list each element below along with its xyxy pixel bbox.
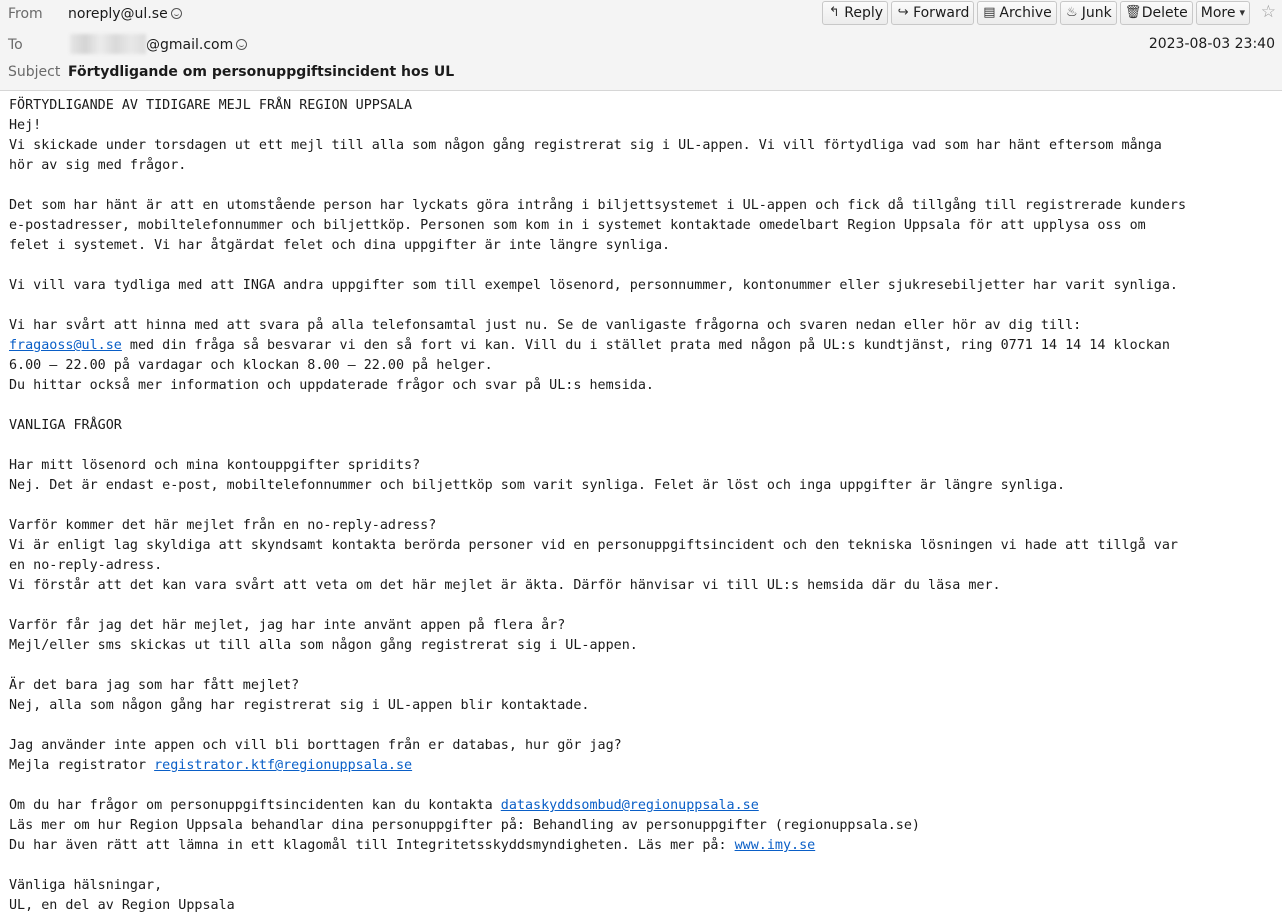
more-button[interactable] — [1196, 1, 1250, 25]
blank-line — [9, 596, 1276, 616]
archive-button[interactable] — [977, 1, 1056, 25]
body-line: Läs mer om hur Region Uppsala behandlar dina personuppgifter på: Behandling av personuppgifter (regionuppsala.se) — [9, 818, 920, 833]
junk-flame-icon: ♨ — [1065, 5, 1078, 20]
archive-label: Archive — [999, 5, 1052, 21]
subject-text: Förtydligande om personuppgiftsincident hos UL — [68, 64, 455, 80]
reply-arrow-icon: ↰ — [828, 5, 840, 20]
signature-greeting: Vänliga hälsningar, — [9, 878, 163, 893]
contact-icon[interactable] — [236, 39, 247, 50]
faq-answer: Nej, alla som någon gång har registrerat sig i UL-appen blir kontaktade. — [9, 698, 590, 713]
faq-question: Varför får jag det här mejlet, jag har inte använt appen på flera år? — [9, 618, 566, 633]
blank-line — [9, 436, 1276, 456]
fragaoss-email-link[interactable]: fragaoss@ul.se — [9, 338, 122, 353]
faq-question: Är det bara jag som har fått mejlet? — [9, 678, 300, 693]
junk-label: Junk — [1081, 5, 1112, 21]
to-address[interactable]: @gmail.com — [146, 37, 234, 53]
subject-row — [8, 62, 454, 82]
body-line — [9, 836, 1276, 856]
dataskyddsombud-email-link[interactable]: dataskyddsombud@regionuppsala.se — [500, 798, 759, 813]
body-text: Du har även rätt att lämna in ett klagomål till Integritetsskyddsmyndigheten. Läs mer på: — [9, 838, 735, 853]
faq-question: Jag använder inte appen och vill bli borttagen från er databas, hur gör jag? — [9, 738, 622, 753]
faq-question: Varför kommer det här mejlet från en no-reply-adress? — [9, 518, 437, 533]
body-line: e-postadresser, mobiltelefonnummer och biljettköp. Personen som kom in i systemet kontaktade omedelbart Region Uppsala för att upplysa oss om — [9, 218, 1146, 233]
blank-line — [9, 396, 1276, 416]
faq-question: Har mitt lösenord och mina kontouppgifter spridits? — [9, 458, 421, 473]
faq-answer: en no-reply-adress. — [9, 558, 163, 573]
body-line: Vi skickade under torsdagen ut ett mejl till alla som någon gång registrerat sig i UL-appen. Vi vill förtydliga vad som har hänt eftersom många — [9, 138, 1162, 153]
message-body — [9, 96, 1276, 916]
body-line: hör av sig med frågor. — [9, 158, 187, 173]
faq-answer: Vi är enligt lag skyldiga att skyndsamt kontakta berörda personer vid en personuppgiftsincident och den tekniska lösningen vi hade att tillgå var — [9, 538, 1178, 553]
body-line: felet i systemet. Vi har åtgärdat felet och dina uppgifter är inte längre synliga. — [9, 238, 671, 253]
message-date: 2023-08-03 23:40 — [1148, 36, 1275, 52]
signature-sender: UL, en del av Region Uppsala — [9, 898, 235, 913]
faq-heading: VANLIGA FRÅGOR — [9, 418, 122, 433]
delete-button[interactable] — [1120, 1, 1193, 25]
faq-answer — [9, 756, 1276, 776]
body-line: Vi vill vara tydliga med att INGA andra uppgifter som till exempel lösenord, personnummer, kontonummer eller sjukresebiljetter har varit synliga. — [9, 278, 1178, 293]
forward-button[interactable] — [891, 1, 974, 25]
body-line: Du hittar också mer information och uppdaterade frågor och svar på UL:s hemsida. — [9, 378, 654, 393]
faq-answer: Nej. Det är endast e-post, mobiltelefonnummer och biljettköp som varit synliga. Felet är löst och inga uppgifter är längre synliga. — [9, 478, 1066, 493]
blank-line — [9, 176, 1276, 196]
reply-button[interactable] — [822, 1, 888, 25]
blank-line — [9, 776, 1276, 796]
body-line: Det som har hänt är att en utomstående person har lyckats göra intrång i biljettsystemet i UL-appen och fick då tillgång till registrerade kunders — [9, 198, 1187, 213]
to-label: To — [8, 37, 23, 53]
blank-line — [9, 296, 1276, 316]
body-line — [9, 796, 1276, 816]
body-line: FÖRTYDLIGANDE AV TIDIGARE MEJL FRÅN REGION UPPSALA — [9, 98, 413, 113]
message-header — [0, 0, 1282, 91]
forward-arrow-icon: ↪ — [897, 5, 909, 20]
delete-label: Delete — [1141, 5, 1188, 21]
blank-line — [9, 716, 1276, 736]
junk-button[interactable] — [1060, 1, 1117, 25]
blank-line — [9, 496, 1276, 516]
faq-answer: Vi förstår att det kan vara svårt att veta om det här mejlet är äkta. Därför hänvisar vi till UL:s hemsida där du läsa mer. — [9, 578, 1001, 593]
contact-icon[interactable] — [171, 8, 182, 19]
registrator-email-link[interactable]: registrator.ktf@regionuppsala.se — [154, 758, 413, 773]
reply-label: Reply — [844, 5, 884, 21]
more-label: More — [1200, 5, 1236, 21]
imy-website-link[interactable]: www.imy.se — [734, 838, 816, 853]
trash-icon: 🗑 — [1124, 5, 1142, 20]
chevron-down-icon: ▾ — [1239, 6, 1245, 19]
star-icon[interactable]: ☆ — [1260, 2, 1276, 22]
body-line: Vi har svårt att hinna med att svara på alla telefonsamtal just nu. Se de vanligaste frågorna och svaren nedan eller hör av dig till: — [9, 318, 1082, 333]
body-text: med din fråga så besvarar vi den så fort vi kan. Vill du i stället prata med någon på UL:s kundtjänst, ring 0771 14 14 14 klockan — [121, 338, 1170, 353]
faq-answer: Mejl/eller sms skickas ut till alla som någon gång registrerat sig i UL-appen. — [9, 638, 638, 653]
forward-label: Forward — [913, 5, 970, 21]
subject-label: Subject — [8, 64, 61, 80]
to-row — [8, 34, 247, 54]
redacted-username — [70, 34, 146, 54]
from-label: From — [8, 6, 43, 22]
body-text: Om du har frågor om personuppgiftsincidenten kan du kontakta — [9, 798, 501, 813]
from-row — [8, 4, 182, 24]
body-line — [9, 336, 1276, 356]
message-toolbar — [822, 1, 1250, 25]
body-line: Hej! — [9, 118, 42, 133]
blank-line — [9, 256, 1276, 276]
blank-line — [9, 656, 1276, 676]
archive-box-icon: ▤ — [983, 5, 996, 20]
body-text: Mejla registrator — [9, 758, 155, 773]
body-line: 6.00 – 22.00 på vardagar och klockan 8.00 – 22.00 på helger. — [9, 358, 493, 373]
from-address[interactable]: noreply@ul.se — [68, 6, 168, 22]
blank-line — [9, 856, 1276, 876]
